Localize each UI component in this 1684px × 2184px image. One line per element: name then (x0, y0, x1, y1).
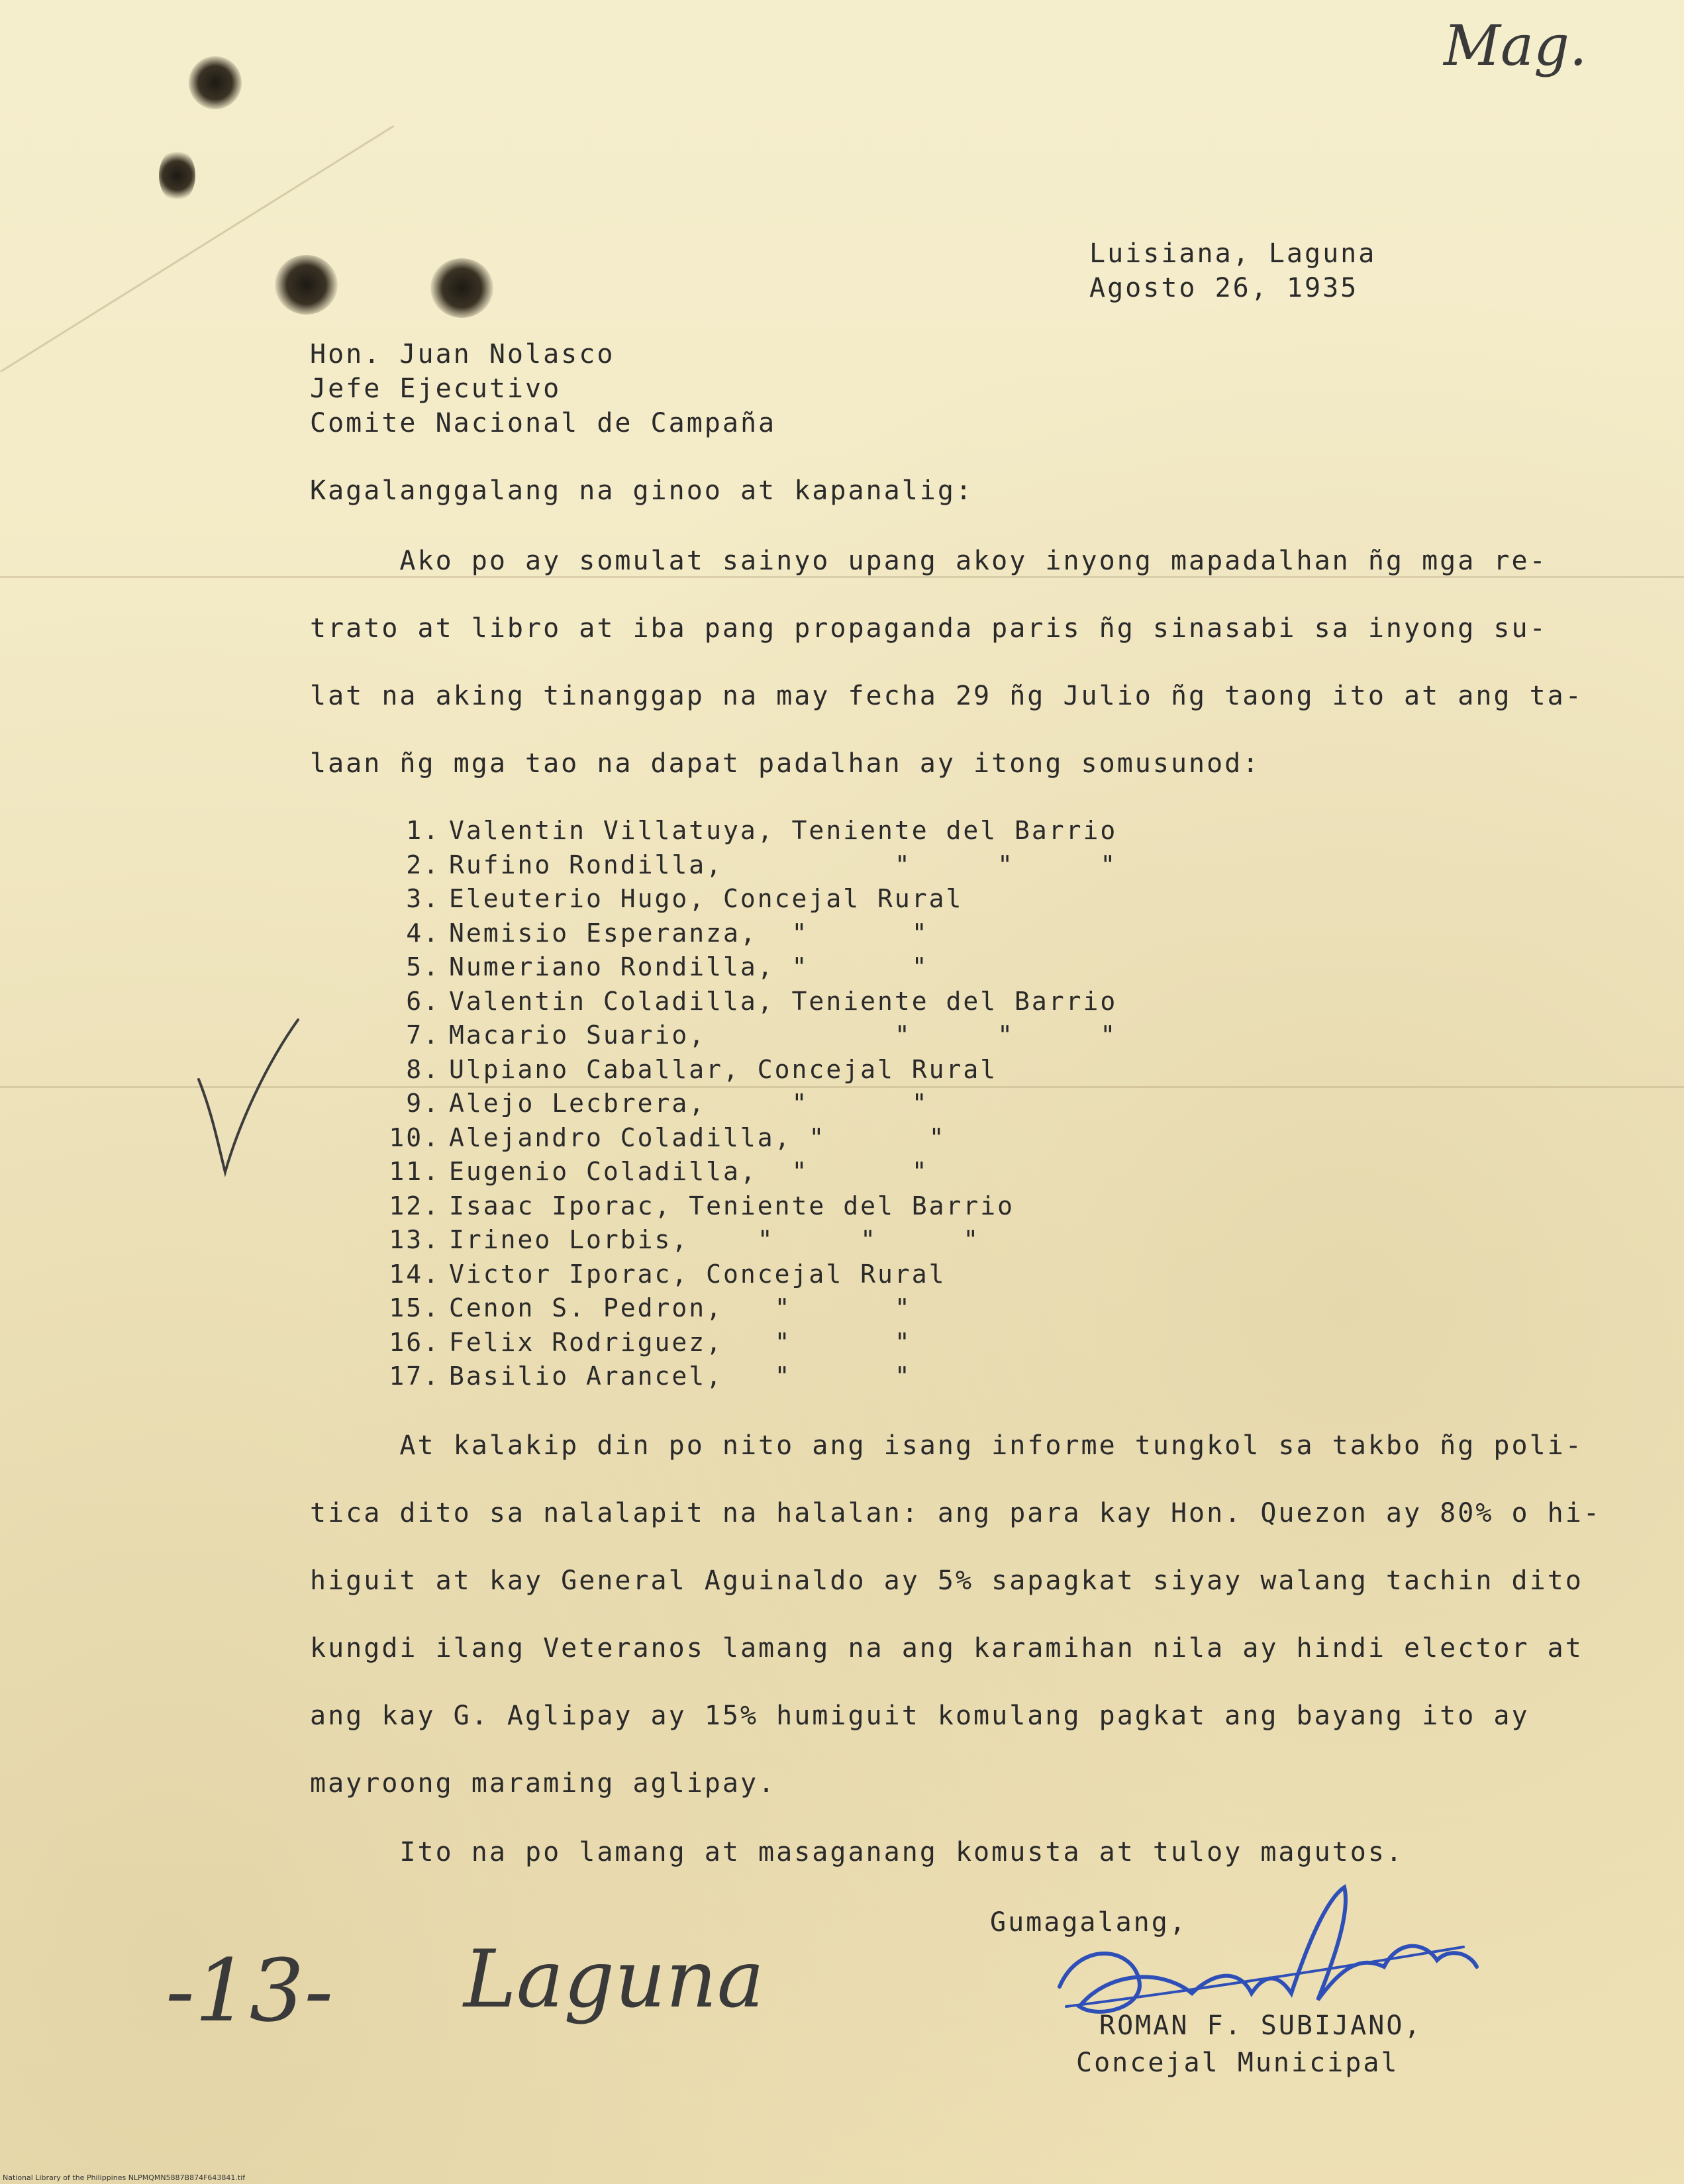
signer-title: Concejal Municipal (1076, 2048, 1399, 2078)
paragraph-line: kungdi ilang Veteranos lamang na ang karamihan nila ay hindi elector at (310, 1633, 1583, 1663)
list-item-number: 9. (406, 1089, 440, 1118)
list-item-number: 6. (406, 986, 440, 1016)
list-item-text: Cenon S. Pedron, " " (449, 1293, 912, 1322)
handwritten-province: Laguna (464, 1934, 765, 2026)
list-item-text: Alejandro Coladilla, " " (449, 1122, 946, 1152)
letter-date: Agosto 26, 1935 (1089, 273, 1359, 303)
list-item-text: Eugenio Coladilla, " " (449, 1157, 929, 1186)
list-item-text: Valentin Villatuya, Teniente del Barrio (449, 816, 1118, 845)
list-item-text: Victor Iporac, Concejal Rural (449, 1259, 946, 1289)
valediction: Gumagalang, (990, 1907, 1187, 1938)
list-item-number: 8. (406, 1054, 440, 1084)
closing-line: Ito na po lamang at masaganang komusta at tuloy magutos. (310, 1837, 1405, 1867)
list-item-number: 1. (406, 816, 440, 845)
signer-name: ROMAN F. SUBIJANO, (1099, 2010, 1422, 2041)
paragraph-line: laan ñg mga tao na dapat padalhan ay itong somusunod: (310, 748, 1261, 779)
list-item-number: 12. (389, 1191, 440, 1220)
addressee-line: Jefe Ejecutivo (310, 373, 562, 404)
list-item-number: 13. (389, 1225, 440, 1254)
list-item-text: Basilio Arancel, " " (449, 1362, 912, 1391)
list-item-number: 17. (389, 1362, 440, 1391)
list-item-text: Numeriano Rondilla, " " (449, 952, 929, 981)
punch-hole (430, 258, 493, 318)
list-item-number: 4. (406, 918, 440, 948)
addressee-line: Hon. Juan Nolasco (310, 339, 615, 370)
list-item-text: Rufino Rondilla, " " " (449, 850, 1118, 879)
staple-hole (189, 56, 242, 109)
punch-hole (275, 255, 338, 315)
list-item-text: Macario Suario, " " " (449, 1020, 1118, 1050)
paragraph-line: lat na aking tinanggap na may fecha 29 ñg Julio ñg taong ito at ang ta- (310, 681, 1583, 711)
list-item-text: Ulpiano Caballar, Concejal Rural (449, 1054, 998, 1084)
archive-footer: National Library of the Philippines NLPMQMN5887B874F643841.tif (3, 2173, 246, 2182)
list-item-number: 11. (389, 1157, 440, 1186)
staple-hole (159, 149, 195, 202)
fold-crease (0, 576, 1684, 578)
list-item-text: Isaac Iporac, Teniente del Barrio (449, 1191, 1015, 1220)
corner-fold-crease (0, 125, 394, 372)
list-item-number: 15. (389, 1293, 440, 1322)
paragraph-line: trato at libro at iba pang propaganda paris ñg sinasabi sa inyong su- (310, 613, 1548, 644)
handwritten-page-number: -13- (166, 1940, 334, 2041)
list-item-text: Eleuterio Hugo, Concejal Rural (449, 884, 964, 913)
addressee-line: Comite Nacional de Campaña (310, 408, 777, 438)
paragraph-line: mayroong maraming aglipay. (310, 1768, 777, 1799)
list-item-text: Alejo Lecbrera, " " (449, 1089, 929, 1118)
list-item-number: 2. (406, 850, 440, 879)
list-item-number: 5. (406, 952, 440, 981)
list-item-text: Valentin Coladilla, Teniente del Barrio (449, 986, 1118, 1016)
list-item-number: 7. (406, 1020, 440, 1050)
handwritten-annotation: Mag. (1444, 13, 1587, 78)
paragraph-line: Ako po ay somulat sainyo upang akoy inyong mapadalhan ñg mga re- (310, 546, 1548, 576)
check-mark-icon (185, 1013, 305, 1185)
list-item-number: 14. (389, 1259, 440, 1289)
salutation: Kagalanggalang na ginoo at kapanalig: (310, 475, 974, 506)
paragraph-line: At kalakip din po nito ang isang informe tungkol sa takbo ñg poli- (310, 1430, 1583, 1461)
list-item-text: Irineo Lorbis, " " " (449, 1225, 981, 1254)
paragraph-line: higuit at kay General Aguinaldo ay 5% sapagkat siyay walang tachin dito (310, 1565, 1583, 1596)
list-item-number: 16. (389, 1327, 440, 1357)
paragraph-line: ang kay G. Aglipay ay 15% humiguit komulang pagkat ang bayang ito ay (310, 1701, 1530, 1731)
list-item-text: Nemisio Esperanza, " " (449, 918, 929, 948)
list-item-text: Felix Rodriguez, " " (449, 1327, 912, 1357)
list-item-number: 3. (406, 884, 440, 913)
list-item-number: 10. (389, 1122, 440, 1152)
paragraph-line: tica dito sa nalalapit na halalan: ang para kay Hon. Quezon ay 80% o hi- (310, 1498, 1601, 1528)
letter-place: Luisiana, Laguna (1089, 238, 1377, 269)
